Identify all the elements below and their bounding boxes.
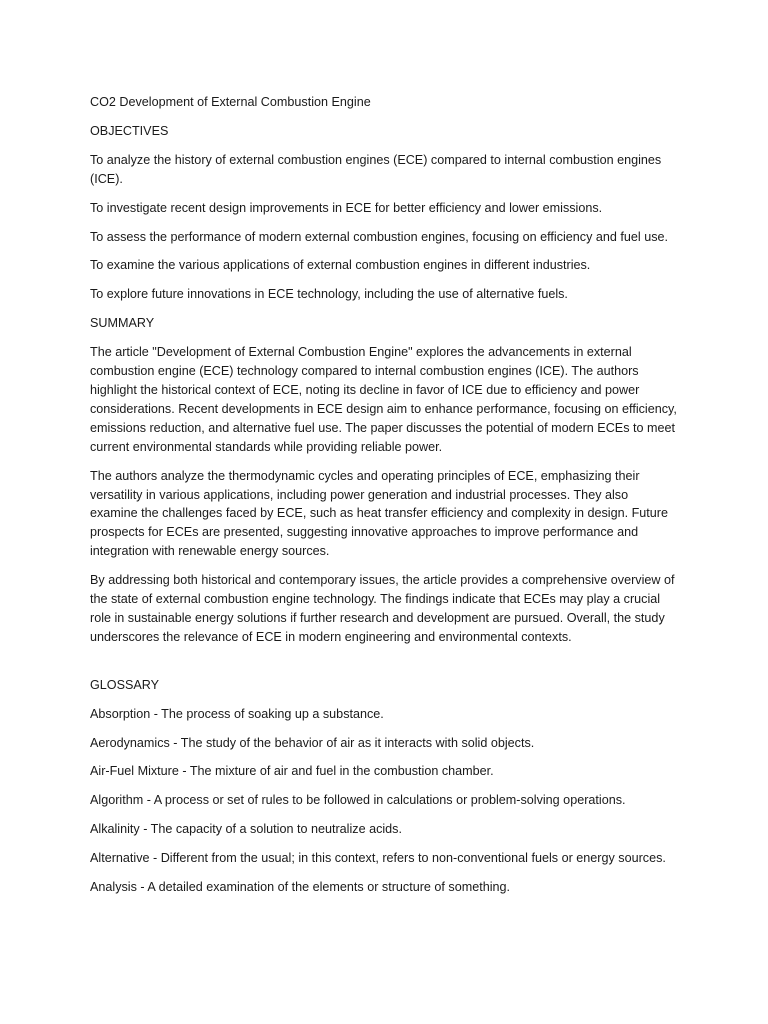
glossary-entry: Aerodynamics - The study of the behavior of air as it interacts with solid objects. — [90, 735, 535, 750]
objective-item: To examine the various applications of external combustion engines in different industries. — [90, 258, 591, 273]
glossary-entry: Alternative - Different from the usual; in this context, refers to non-conventional fuels or energy sources. — [90, 851, 666, 866]
glossary-entry: Algorithm - A process or set of rules to be followed in calculations or problem-solving operations. — [90, 793, 626, 808]
objective-item: To assess the performance of modern external combustion engines, focusing on efficiency and fuel use. — [90, 229, 669, 244]
objective-item: To explore future innovations in ECE technology, including the use of alternative fuels. — [90, 287, 568, 302]
glossary-entry: Alkalinity - The capacity of a solution to neutralize acids. — [90, 822, 402, 837]
summary-paragraph: The article "Development of External Combustion Engine" explores the advancements in external combustion engine (ECE) technology compared to internal combustion engines (ICE). The authors highlight the historical context of ECE, noting its decline in favor of ICE due to efficiency and power considerations. Recent developments in ECE design aim to enhance performance, focusing on efficiency, emissions reduction, and alternative fuel use. The paper discusses the potential of modern ECEs to meet current environmental standards while providing reliable power. — [90, 345, 677, 454]
objective-item: To analyze the history of external combustion engines (ECE) compared to internal combustion engines (ICE). — [90, 152, 662, 186]
blank-line — [90, 657, 678, 676]
glossary-entry: Analysis - A detailed examination of the elements or structure of something. — [90, 880, 511, 895]
summary-paragraph: The authors analyze the thermodynamic cycles and operating principles of ECE, emphasizing their versatility in various applications, including power generation and industrial processes. They also examine the challenges faced by ECE, such as heat transfer efficiency and complexity in design. Future prospects for ECEs are presented, suggesting innovative approaches to improve performance and integration with renewable energy sources. — [90, 468, 668, 559]
glossary-heading: GLOSSARY — [90, 677, 160, 692]
summary-paragraph: By addressing both historical and contemporary issues, the article provides a comprehensive overview of the state of external combustion engine technology. The findings indicate that ECEs may play a crucial role in sustainable energy solutions if further research and development are pursued. Overall, the study underscores the relevance of ECE in modern engineering and environmental contexts. — [90, 573, 675, 644]
objectives-heading: OBJECTIVES — [90, 123, 169, 138]
glossary-entry: Absorption - The process of soaking up a substance. — [90, 706, 384, 721]
document-title: CO2 Development of External Combustion Engine — [90, 95, 371, 109]
summary-heading: SUMMARY — [90, 316, 155, 331]
objective-item: To investigate recent design improvements in ECE for better efficiency and lower emissions. — [90, 200, 603, 215]
glossary-entry: Air-Fuel Mixture - The mixture of air and fuel in the combustion chamber. — [90, 764, 494, 779]
